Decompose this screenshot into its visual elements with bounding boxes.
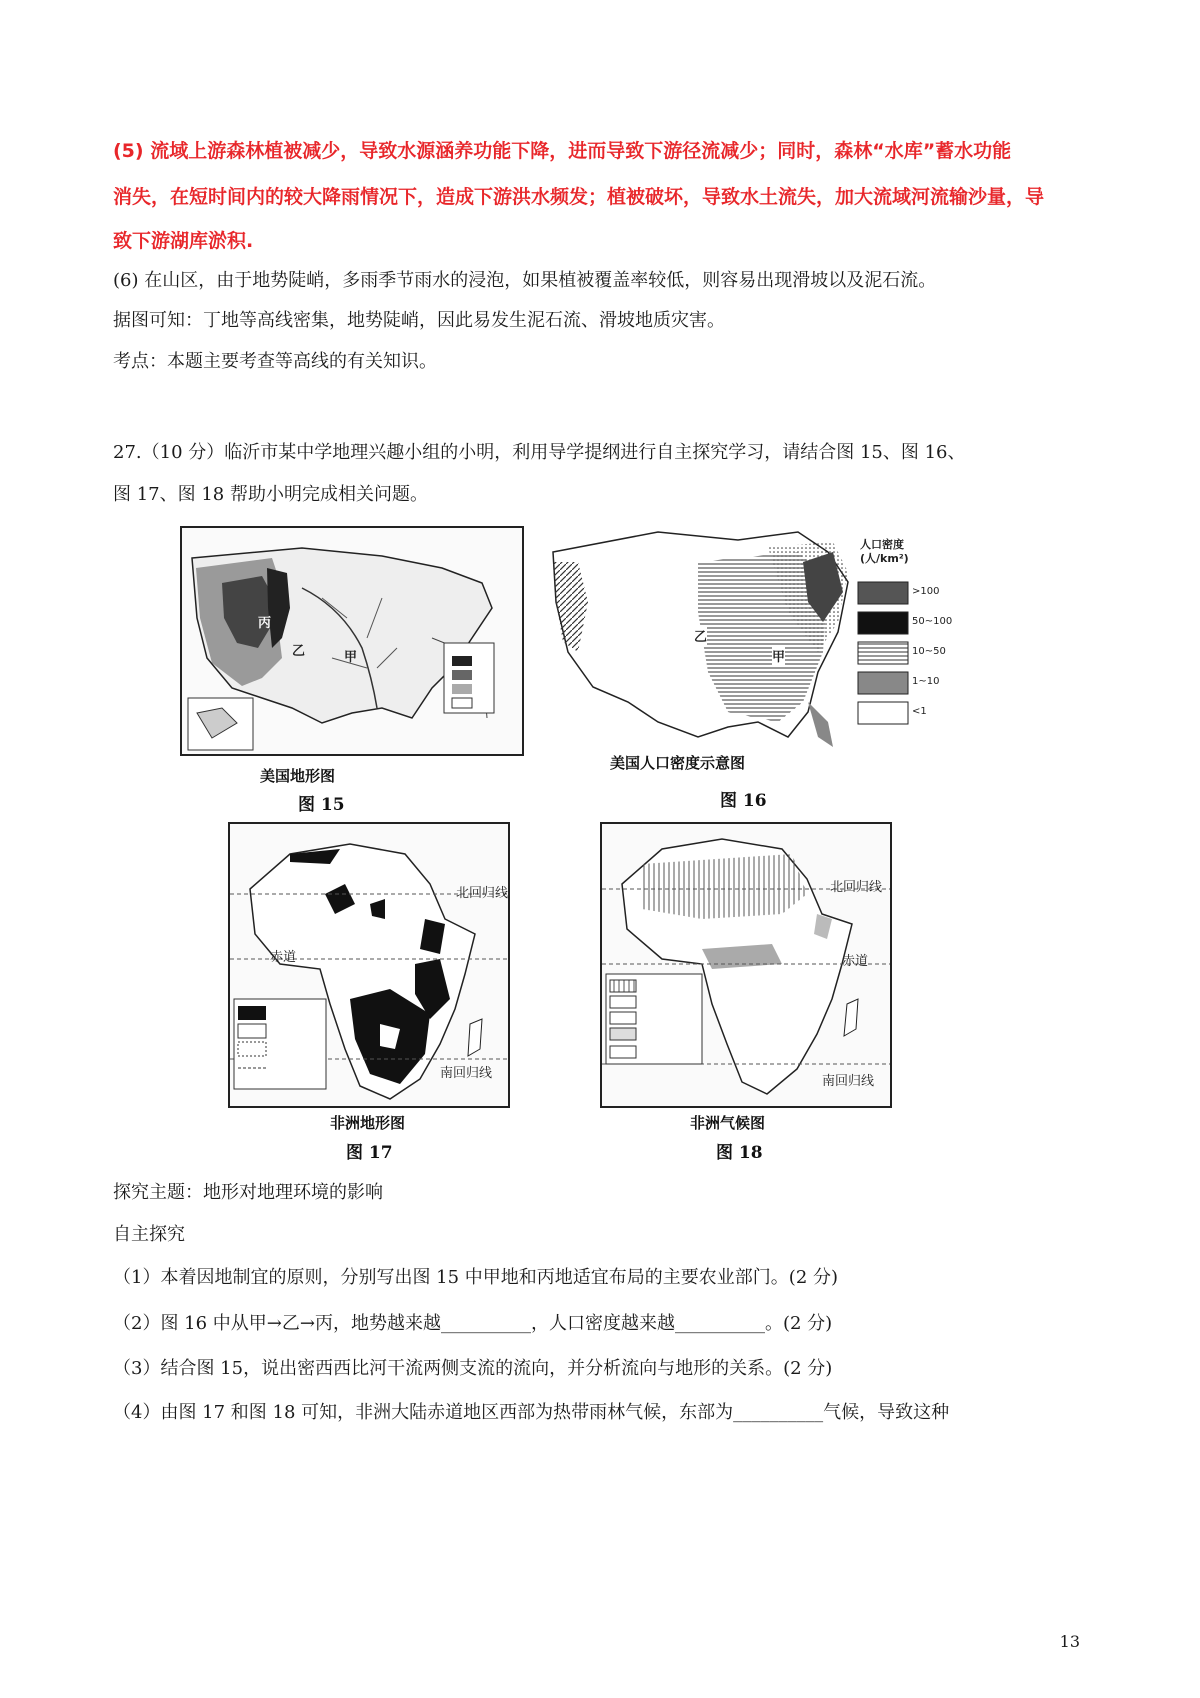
answer6-line2: 据图可知：丁地等高线密集，地势陡峭，因此易发生泥石流、滑坡地质灾害。 bbox=[113, 310, 725, 331]
fig17-caption: 非洲地形图 bbox=[330, 1114, 406, 1132]
fig18-label-tropic-cancer: 北回归线 bbox=[830, 880, 883, 895]
fig15-label-bing: 丙 bbox=[258, 616, 272, 631]
question27-line2: 图 17、图 18 帮助小明完成相关问题。 bbox=[113, 484, 428, 505]
inquiry-question-1: （1）本着因地制宜的原则，分别写出图 15 中甲地和丙地适宜布局的主要农业部门。(2 分) bbox=[113, 1267, 839, 1288]
fig17-label-tropic-cancer: 北回归线 bbox=[456, 886, 509, 901]
inquiry-question-3: （3）结合图 15，说出密西西比河干流两侧支流的流向，并分析流向与地形的关系。(2 分) bbox=[113, 1358, 833, 1379]
answer6-line1: (6) 在山区，由于地势陡峭，多雨季节雨水的浸泡，如果植被覆盖率较低，则容易出现滑坡以及泥石流。 bbox=[113, 270, 937, 291]
fig16-legend-title: 人口密度 (人/km²) bbox=[860, 538, 909, 565]
inquiry-theme: 探究主题：地形对地理环境的影响 bbox=[113, 1182, 383, 1203]
figure-16-us-population-density bbox=[548, 522, 953, 758]
answer5-line1: (5) 流域上游森林植被减少，导致水源涵养功能下降，进而导致下游径流减少；同时，森林“水库”蓄水功能 bbox=[113, 140, 1012, 162]
figure-17-africa-terrain-map bbox=[228, 822, 510, 1108]
fig15-label-jia: 甲 bbox=[344, 650, 358, 665]
us-terrain-map-image bbox=[182, 528, 522, 754]
fig18-label-tropic-capricorn: 南回归线 bbox=[822, 1074, 875, 1089]
fig16-number: 图 16 bbox=[720, 791, 767, 811]
inquiry-question-2: （2）图 16 中从甲→乙→丙，地势越来越__________，人口密度越来越__________。(2 分) bbox=[113, 1313, 833, 1334]
fig16-legend-5: <1 bbox=[912, 706, 927, 717]
fig16-legend-2: 50~100 bbox=[912, 616, 953, 627]
answer5-line3: 致下游湖库淤积. bbox=[113, 230, 254, 252]
question27-line1: 27.（10 分）临沂市某中学地理兴趣小组的小明，利用导学提纲进行自主探究学习，请结合图 15、图 16、 bbox=[113, 442, 966, 463]
figure-15-us-terrain-map bbox=[180, 526, 524, 756]
fig16-legend-1: >100 bbox=[912, 586, 940, 597]
inquiry-heading: 自主探究 bbox=[113, 1224, 185, 1245]
fig16-label-jia: 甲 bbox=[772, 646, 785, 665]
fig18-number: 图 18 bbox=[716, 1143, 763, 1163]
fig16-label-yi: 乙 bbox=[694, 626, 707, 645]
fig15-caption: 美国地形图 bbox=[260, 767, 336, 785]
fig16-caption: 美国人口密度示意图 bbox=[610, 754, 746, 772]
fig17-label-tropic-capricorn: 南回归线 bbox=[440, 1066, 493, 1081]
answer5-line2: 消失，在短时间内的较大降雨情况下，造成下游洪水频发；植被破坏，导致水土流失，加大流域河流输沙量，导 bbox=[113, 186, 1045, 208]
fig17-number: 图 17 bbox=[346, 1143, 393, 1163]
fig18-label-equator: 赤道 bbox=[842, 954, 869, 969]
fig16-legend-3: 10~50 bbox=[912, 646, 946, 657]
fig16-legend-4: 1~10 bbox=[912, 676, 940, 687]
answer6-line3: 考点：本题主要考查等高线的有关知识。 bbox=[113, 351, 437, 372]
fig18-caption: 非洲气候图 bbox=[690, 1114, 766, 1132]
fig15-number: 图 15 bbox=[298, 795, 345, 815]
page-number: 13 bbox=[1059, 1632, 1080, 1651]
fig17-label-equator: 赤道 bbox=[270, 950, 297, 965]
inquiry-question-4: （4）由图 17 和图 18 可知，非洲大陆赤道地区西部为热带雨林气候，东部为__________气候，导致这种 bbox=[113, 1402, 950, 1423]
fig15-label-yi: 乙 bbox=[292, 644, 306, 659]
figure-18-africa-climate-map bbox=[600, 822, 892, 1108]
